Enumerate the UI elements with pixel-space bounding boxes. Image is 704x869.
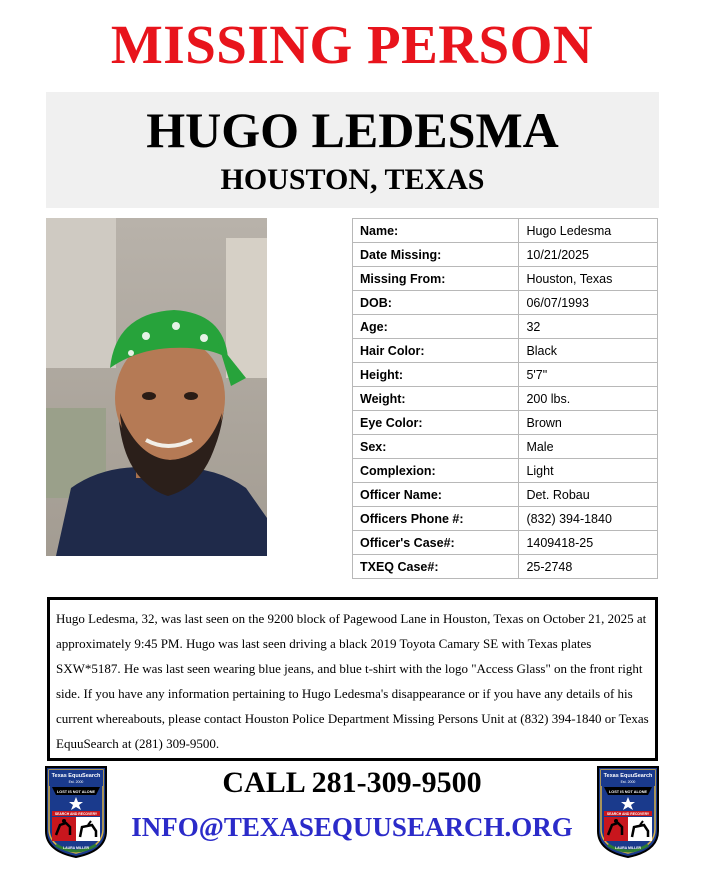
info-label: Date Missing: bbox=[353, 243, 519, 267]
info-label: Name: bbox=[353, 219, 519, 243]
info-value: (832) 394-1840 bbox=[519, 507, 658, 531]
info-value: 5'7" bbox=[519, 363, 658, 387]
info-label: DOB: bbox=[353, 291, 519, 315]
contact-email[interactable]: INFO@TEXASEQUUSEARCH.ORG bbox=[131, 812, 573, 842]
call-number: CALL 281-309-9500 bbox=[222, 766, 482, 799]
info-value: Houston, Texas bbox=[519, 267, 658, 291]
info-value: Light bbox=[519, 459, 658, 483]
description-text: Hugo Ledesma, 32, was last seen on the 9200 block of Pagewood Lane in Houston, Texas on October 21, 2025 at approximately 9:45 PM. Hugo was last seen driving a black 2019 Toyota Camary SE with Texas plates SXW*5187. He was last seen wearing blue jeans, and blue t-shirt with the logo "Access Glass" on the front right side. If you have any information pertaining to Hugo Ledesma's disappearance or if you have any details of his current whereabouts, please contact Houston Police Department Missing Persons Unit at (832) 394-1840 or Texas EquuSearch at (281) 309-9500. bbox=[56, 611, 649, 751]
info-value: Det. Robau bbox=[519, 483, 658, 507]
svg-text:SEARCH AND RECOVERY: SEARCH AND RECOVERY bbox=[606, 812, 650, 816]
svg-text:LOST IS NOT ALONE: LOST IS NOT ALONE bbox=[608, 790, 648, 794]
info-value: Hugo Ledesma bbox=[519, 219, 658, 243]
info-label: Officers Phone #: bbox=[353, 507, 519, 531]
svg-text:Est. 2000: Est. 2000 bbox=[620, 780, 636, 784]
info-value: 10/21/2025 bbox=[519, 243, 658, 267]
svg-text:LAURA MILLER: LAURA MILLER bbox=[62, 846, 90, 850]
info-label: Complexion: bbox=[353, 459, 519, 483]
person-photo bbox=[46, 218, 267, 556]
info-row bbox=[353, 315, 658, 339]
svg-text:LAURA MILLER: LAURA MILLER bbox=[614, 846, 642, 850]
info-row bbox=[353, 483, 658, 507]
texas-equusearch-logo-left bbox=[44, 765, 108, 859]
info-label: Officer's Case#: bbox=[353, 531, 519, 555]
svg-text:Texas EquuSearch: Texas EquuSearch bbox=[603, 773, 653, 779]
info-label: Officer Name: bbox=[353, 483, 519, 507]
info-row bbox=[353, 291, 658, 315]
info-value: 200 lbs. bbox=[519, 387, 658, 411]
description-box bbox=[47, 597, 658, 761]
info-label: Age: bbox=[353, 315, 519, 339]
info-value: 1409418-25 bbox=[519, 531, 658, 555]
info-value: 06/07/1993 bbox=[519, 291, 658, 315]
info-row bbox=[353, 339, 658, 363]
info-row bbox=[353, 243, 658, 267]
info-label: Height: bbox=[353, 363, 519, 387]
person-location: HOUSTON, TEXAS bbox=[220, 163, 485, 196]
info-row bbox=[353, 435, 658, 459]
info-row bbox=[353, 411, 658, 435]
name-banner bbox=[46, 92, 659, 208]
person-name: HUGO LEDESMA bbox=[146, 102, 559, 158]
info-row bbox=[353, 267, 658, 291]
info-value: Brown bbox=[519, 411, 658, 435]
info-row bbox=[353, 459, 658, 483]
info-row bbox=[353, 363, 658, 387]
info-row bbox=[353, 531, 658, 555]
info-value: Male bbox=[519, 435, 658, 459]
info-row bbox=[353, 555, 658, 579]
info-value: 25-2748 bbox=[519, 555, 658, 579]
missing-person-title: MISSING PERSON bbox=[110, 14, 594, 75]
svg-text:Texas EquuSearch: Texas EquuSearch bbox=[51, 773, 101, 779]
svg-text:SEARCH AND RECOVERY: SEARCH AND RECOVERY bbox=[54, 812, 98, 816]
info-row bbox=[353, 219, 658, 243]
info-label: Eye Color: bbox=[353, 411, 519, 435]
info-row bbox=[353, 507, 658, 531]
svg-text:LOST IS NOT ALONE: LOST IS NOT ALONE bbox=[56, 790, 96, 794]
svg-text:Est. 2000: Est. 2000 bbox=[68, 780, 84, 784]
info-label: Sex: bbox=[353, 435, 519, 459]
texas-equusearch-logo-right bbox=[596, 765, 660, 859]
info-label: TXEQ Case#: bbox=[353, 555, 519, 579]
photo-illustration bbox=[46, 218, 267, 556]
info-row bbox=[353, 387, 658, 411]
info-value: 32 bbox=[519, 315, 658, 339]
info-label: Weight: bbox=[353, 387, 519, 411]
info-label: Hair Color: bbox=[353, 339, 519, 363]
info-table bbox=[352, 218, 658, 579]
info-value: Black bbox=[519, 339, 658, 363]
info-label: Missing From: bbox=[353, 267, 519, 291]
